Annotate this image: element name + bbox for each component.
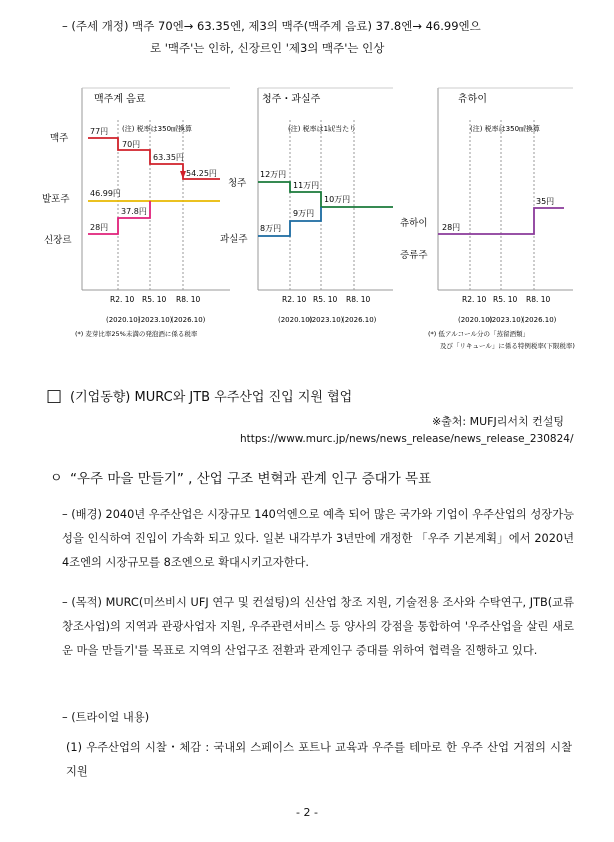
- svg-text:R5. 10: R5. 10: [142, 295, 167, 304]
- panel1-footnote: (*) 麦芽比率25%未満の発泡酒に係る税率: [75, 330, 198, 338]
- source-label: ※출처: MUFJ리서치 컨설팅: [431, 415, 564, 428]
- svg-text:11万円: 11万円: [293, 181, 320, 190]
- panel-sake: [258, 88, 393, 324]
- row-beer: 맥주: [50, 133, 69, 144]
- panel3-note: (注) 税率は350㎖換算: [470, 125, 541, 133]
- panel3-footnote1: (*) 低アルコール分の「蒸留酒類」: [428, 330, 529, 338]
- paragraph-purpose: – (목적) MURC(미쓰비시 UFJ 연구 및 컨설팅)의 신산업 창조 지원, 기술전용 조사와 수탁연구, JTB(교류창조사업)의 지역과 관광사업자 지원, 우주관련서비스 등 양사의 강점을 통합하여 '우주산업을 살린 새로운 마을 만들기'를 목표로 지역의 산업구조 전환과 관계인구 증대를 위하여 협력을 진행하고 있다.: [62, 596, 574, 657]
- panel3-footnote2: 及び「リキュール」に係る特例税率(下限税率): [440, 342, 575, 350]
- label-378: 37.8円: [121, 207, 147, 216]
- row-newgenre: 신장르: [44, 235, 72, 246]
- svg-text:R8. 10: R8. 10: [526, 295, 551, 304]
- panel3-title: 츄하이: [458, 94, 487, 105]
- svg-text:(2026.10): (2026.10): [342, 316, 377, 324]
- svg-text:28円: 28円: [442, 223, 461, 232]
- panel-beer: [42, 88, 230, 338]
- svg-text:R8. 10: R8. 10: [346, 295, 371, 304]
- sub-heading: “우주 마을 만들기” , 산업 구조 변혁과 관계 인구 증대가 목표: [70, 471, 432, 487]
- svg-text:(2020.10): (2020.10): [106, 316, 141, 324]
- label-6335: 63.35円: [153, 153, 184, 162]
- panel2-note: (注) 税率は1㎘当たり: [288, 125, 357, 133]
- row-chuhai: 츄하이: [400, 218, 428, 229]
- svg-text:(2020.10): (2020.10): [278, 316, 313, 324]
- svg-text:(2026.10): (2026.10): [522, 316, 557, 324]
- panel1-title: 맥주계 음료: [94, 94, 146, 105]
- svg-text:(2023.10): (2023.10): [138, 316, 173, 324]
- panel1-note: (注) 税率は350㎖換算: [122, 125, 193, 133]
- svg-text:12万円: 12万円: [260, 170, 287, 179]
- page-number: - 2 -: [296, 806, 318, 819]
- row-jouryushu: 증류주: [400, 250, 428, 261]
- paragraph-background: – (배경) 2040년 우주산업은 시장규모 140억엔으로 예측 되어 많은 국가와 기업이 우주산업의 성장가능성을 인식하여 진입이 가속화 되고 있다. 일본 내각부가 3년만에 개정한 「우주 기본계획」에서 2020년 4조엔의 시장규모를 8조엔으로 확대시키고자한다.: [62, 508, 574, 569]
- row-happoshu: 발포주: [42, 194, 70, 205]
- row-seishu: 청주: [228, 178, 247, 189]
- svg-text:R5. 10: R5. 10: [493, 295, 518, 304]
- label-4699: 46.99円: [90, 189, 121, 198]
- paragraph-trial-item-1: (1) 우주산업의 시찰・체감 : 국내외 스페이스 포트나 교육과 우주를 테마로 한 우주 산업 거점의 시찰 지원: [66, 741, 572, 778]
- sub-bullet: ㅇ: [50, 471, 63, 486]
- svg-text:10万円: 10万円: [324, 195, 351, 204]
- source-url: https://www.murc.jp/news/news_release/news_release_230824/: [240, 433, 574, 445]
- section-heading: (기업동향) MURC와 JTB 우주산업 진입 지원 협업: [70, 390, 353, 405]
- intro-line-1: – (주세 개정) 맥주 70엔→ 63.35엔, 제3의 맥주(맥주계 음료) 37.8엔→ 46.99엔으: [62, 19, 481, 33]
- svg-text:R5. 10: R5. 10: [313, 295, 338, 304]
- paragraph-trial-heading: – (트라이얼 내용): [62, 711, 150, 724]
- svg-text:R8. 10: R8. 10: [176, 295, 201, 304]
- svg-text:R2. 10: R2. 10: [462, 295, 487, 304]
- svg-text:R2. 10: R2. 10: [110, 295, 135, 304]
- svg-text:(2023.10): (2023.10): [309, 316, 344, 324]
- intro-line-2: 로 '맥주'는 인하, 신장르인 '제3의 맥주'는 인상: [150, 41, 385, 55]
- svg-text:(2026.10): (2026.10): [171, 316, 206, 324]
- svg-text:35円: 35円: [536, 197, 555, 206]
- svg-text:(2023.10): (2023.10): [489, 316, 524, 324]
- label-70: 70円: [122, 140, 141, 149]
- svg-text:(2020.10): (2020.10): [458, 316, 493, 324]
- svg-text:9万円: 9万円: [293, 209, 315, 218]
- tax-figure: [40, 80, 580, 355]
- svg-text:8万円: 8万円: [260, 224, 282, 233]
- section-checkbox: □: [46, 386, 63, 406]
- svg-text:R2. 10: R2. 10: [282, 295, 307, 304]
- panel2-title: 청주・과실주: [262, 94, 321, 105]
- row-kajitsushu: 과실주: [220, 234, 248, 245]
- label-28: 28円: [90, 223, 109, 232]
- panel-chuhai: [428, 88, 575, 350]
- label-77: 77円: [90, 127, 109, 136]
- label-5425: 54.25円: [186, 169, 217, 178]
